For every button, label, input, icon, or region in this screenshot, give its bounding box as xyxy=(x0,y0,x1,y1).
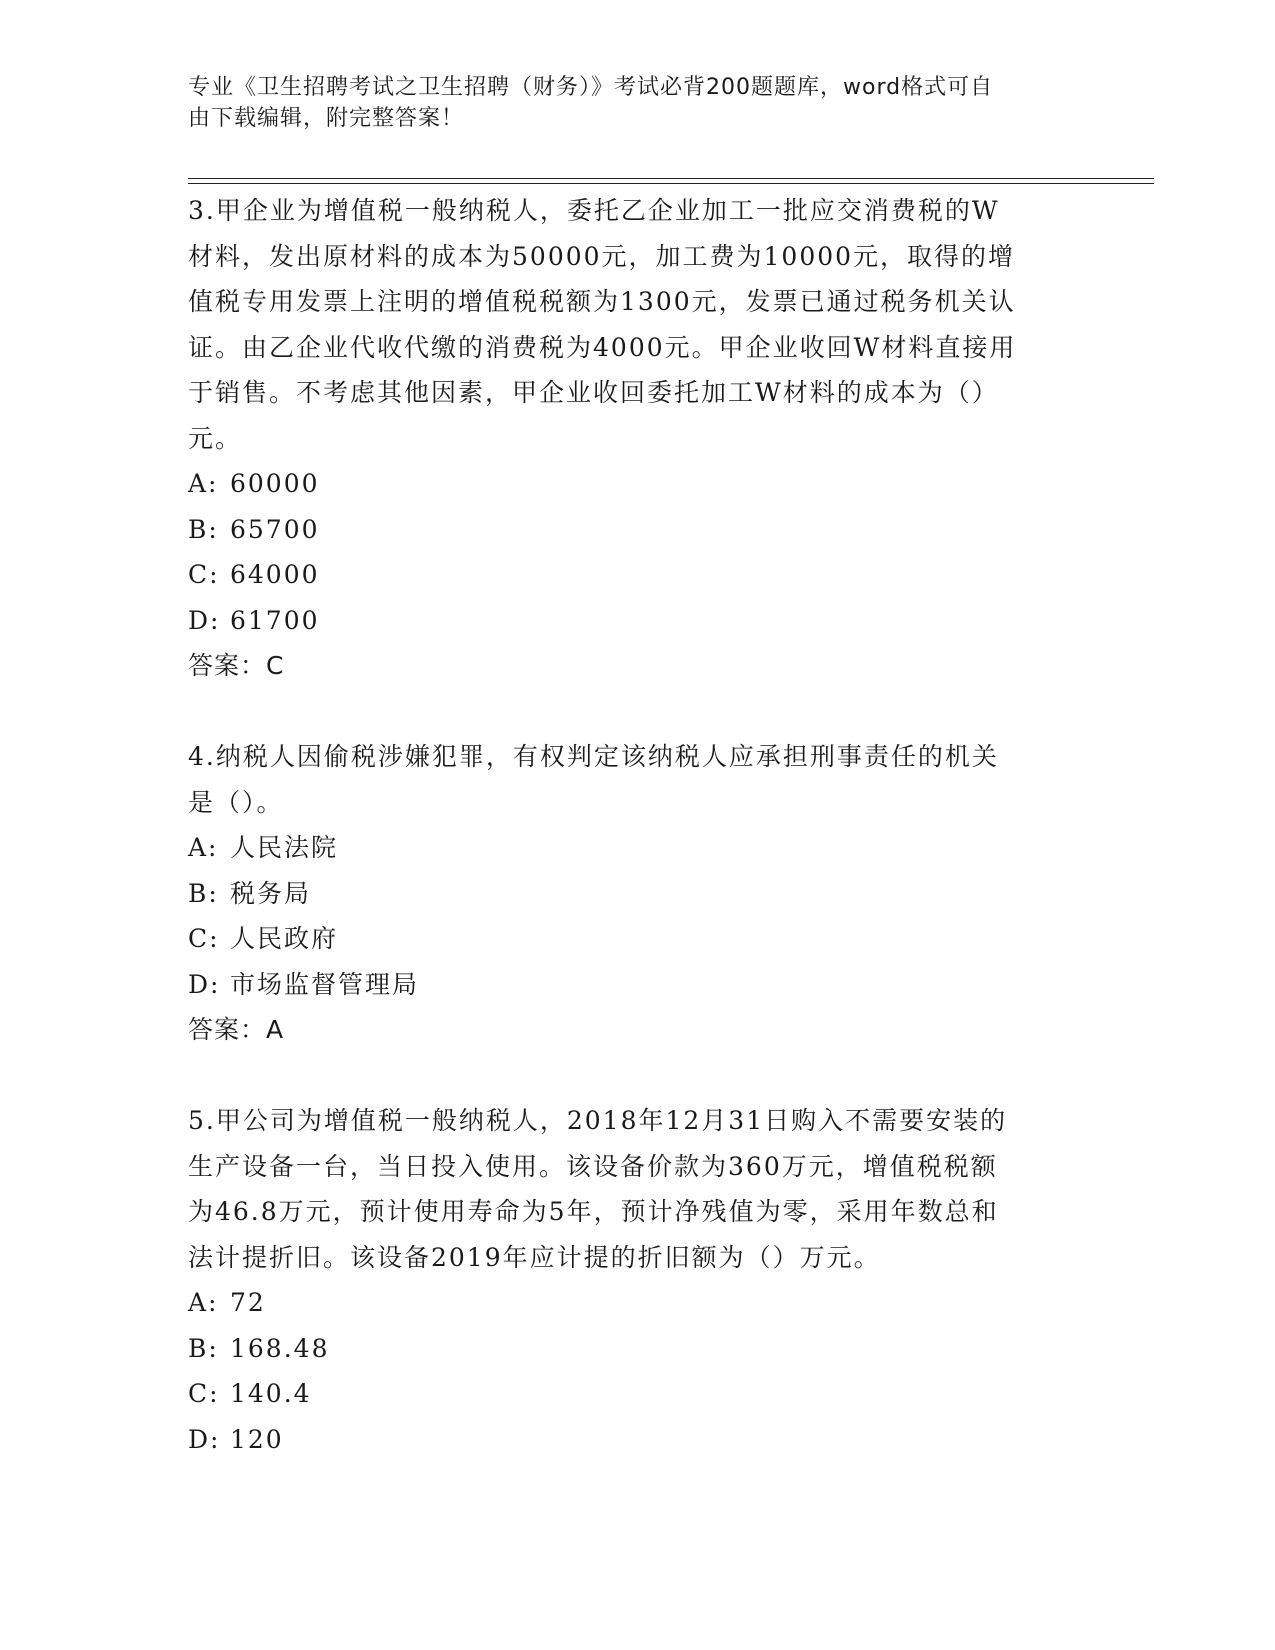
option-text: 60000 xyxy=(230,469,320,498)
question-stem-line: 3.甲企业为增值税一般纳税人，委托乙企业加工一批应交消费税的W xyxy=(188,196,1000,225)
option-letter: B: xyxy=(188,878,219,908)
answer-option xyxy=(188,461,1078,507)
option-letter: C: xyxy=(188,560,220,589)
option-text: 140.4 xyxy=(230,1379,312,1408)
question-spacer xyxy=(188,689,1078,735)
option-letter: C: xyxy=(188,924,220,953)
answer-option xyxy=(188,1371,1078,1417)
option-letter: B: xyxy=(188,514,219,544)
option-letter: D: xyxy=(188,969,221,999)
answer-key: 答案：A xyxy=(188,1015,285,1044)
question-spacer xyxy=(188,1053,1078,1099)
option-text: 168.48 xyxy=(230,1333,330,1363)
question-stem-line: 是（）。 xyxy=(188,787,284,817)
answer-option xyxy=(188,552,1078,598)
answer-option xyxy=(188,962,1078,1008)
question-block xyxy=(188,734,1078,1053)
question-stem-line: 4.纳税人因偷税涉嫌犯罪，有权判定该纳税人应承担刑事责任的机关 xyxy=(188,742,999,771)
question-stem-line: 为46.8万元，预计使用寿命为5年，预计净残值为零，采用年数总和 xyxy=(188,1197,999,1226)
question-stem-line: 元。 xyxy=(188,423,243,453)
option-text: 72 xyxy=(230,1288,266,1317)
answer-key: 答案：C xyxy=(188,651,285,680)
document-header xyxy=(188,72,1068,134)
answer-option xyxy=(188,598,1078,644)
answer-option xyxy=(188,1417,1078,1463)
option-text: 65700 xyxy=(230,514,320,544)
option-letter: A: xyxy=(188,1288,219,1317)
header-divider-top xyxy=(188,178,1154,179)
header-line-2: 由下载编辑，附完整答案！ xyxy=(188,106,465,131)
option-letter: A: xyxy=(188,833,219,862)
option-text: 61700 xyxy=(230,605,320,635)
option-letter: D: xyxy=(188,605,221,635)
answer-option xyxy=(188,825,1078,871)
option-text: 税务局 xyxy=(230,878,312,908)
question-block xyxy=(188,188,1078,689)
option-letter: C: xyxy=(188,1379,220,1408)
option-letter: B: xyxy=(188,1333,219,1363)
question-stem-line: 5.甲公司为增值税一般纳税人，2018年12月31日购入不需要安装的 xyxy=(188,1106,1008,1135)
answer-option xyxy=(188,916,1078,962)
header-divider-bottom xyxy=(188,183,1154,184)
option-text: 人民法院 xyxy=(230,833,339,862)
question-stem-line: 法计提折旧。该设备2019年应计提的折旧额为（）万元。 xyxy=(188,1242,881,1272)
header-line-1: 专业《卫生招聘考试之卫生招聘（财务）》考试必背200题题库，word格式可自 xyxy=(188,75,994,100)
option-letter: A: xyxy=(188,469,219,498)
option-text: 市场监督管理局 xyxy=(230,969,420,999)
question-block xyxy=(188,1098,1078,1462)
answer-option xyxy=(188,1326,1078,1372)
question-stem-line: 生产设备一台，当日投入使用。该设备价款为360万元，增值税税额 xyxy=(188,1151,998,1181)
question-stem-line: 证。由乙企业代收代缴的消费税为4000元。甲企业收回W材料直接用 xyxy=(188,332,1017,362)
option-letter: D: xyxy=(188,1424,221,1454)
question-stem-line: 值税专用发票上注明的增值税税额为1300元，发票已通过税务机关认 xyxy=(188,287,1016,316)
question-stem-line: 材料，发出原材料的成本为50000元，加工费为10000元，取得的增 xyxy=(188,241,1016,271)
option-text: 人民政府 xyxy=(230,924,339,953)
question-stem-line: 于销售。不考虑其他因素，甲企业收回委托加工W材料的成本为（） xyxy=(188,378,999,407)
option-text: 64000 xyxy=(230,560,320,589)
answer-option xyxy=(188,1280,1078,1326)
question-list xyxy=(188,188,1078,1462)
option-text: 120 xyxy=(230,1424,284,1454)
answer-option xyxy=(188,871,1078,917)
answer-option xyxy=(188,507,1078,553)
